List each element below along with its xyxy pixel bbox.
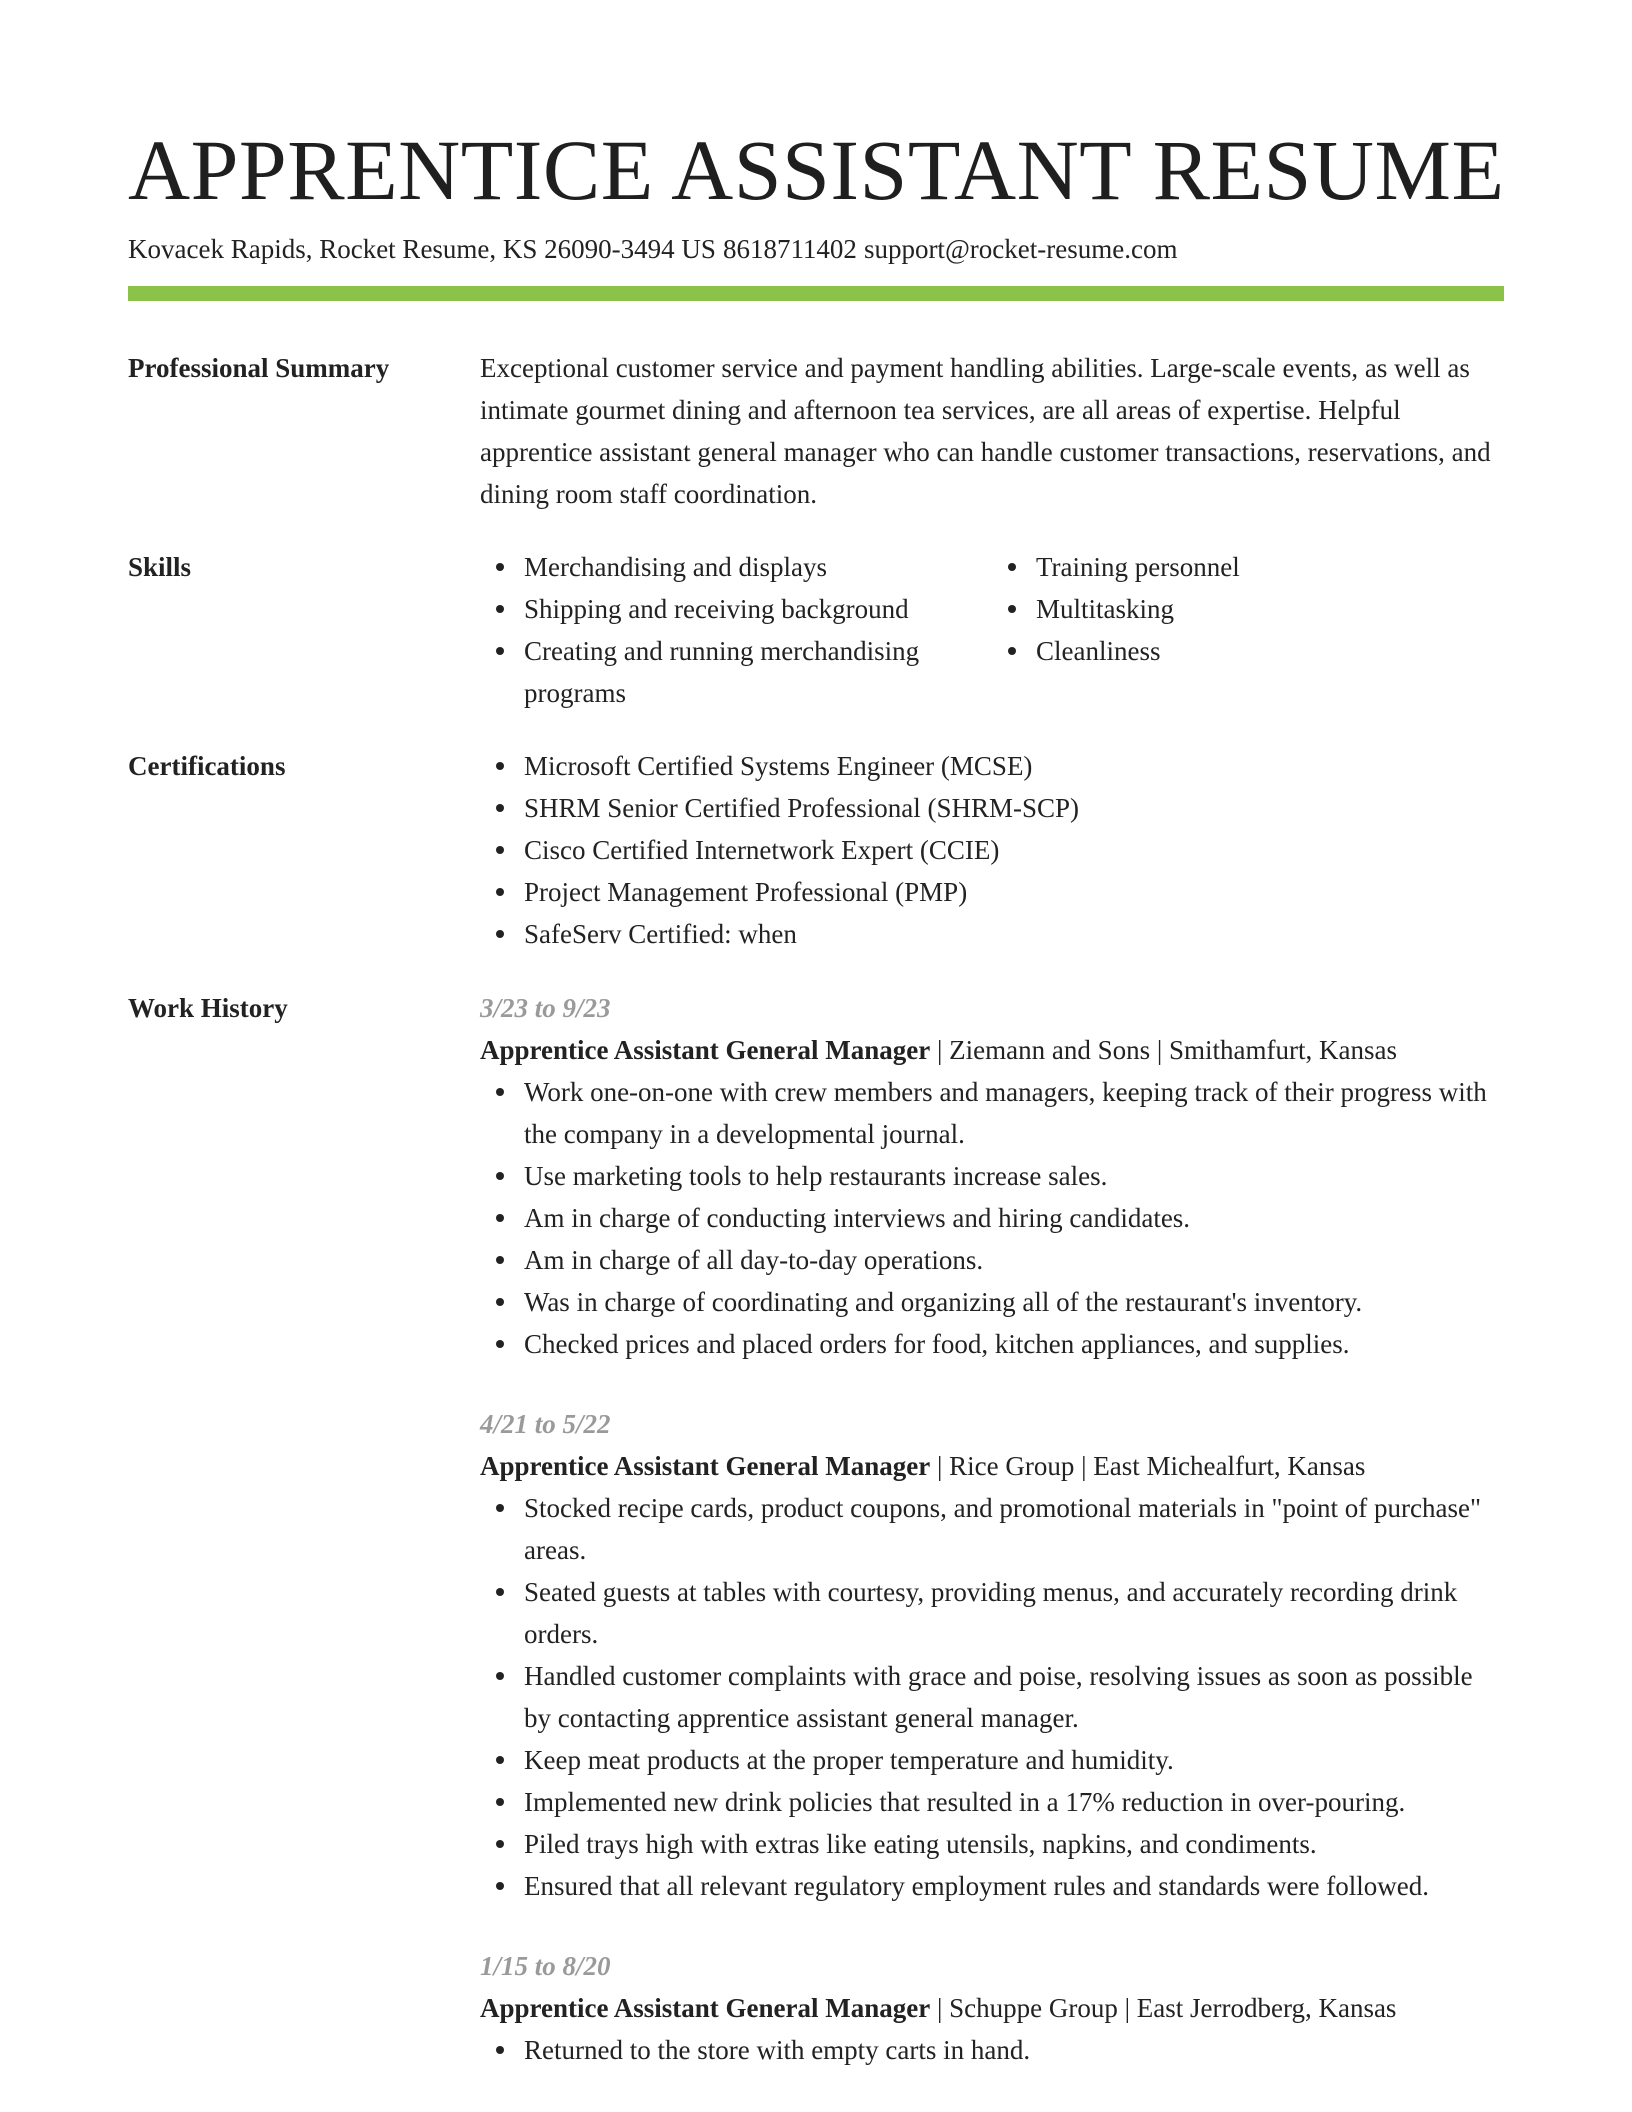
- skill-item: Training personnel: [1036, 546, 1504, 588]
- header-divider: [128, 286, 1504, 301]
- skill-item: Merchandising and displays: [524, 546, 992, 588]
- skills-list-left: [480, 546, 992, 714]
- certification-item: SafeServ Certified: when: [524, 913, 1504, 955]
- work-history-heading: Work History: [128, 993, 288, 1023]
- skills-list-right: [992, 546, 1504, 714]
- certifications-heading: Certifications: [128, 751, 286, 781]
- job-bullet: Returned to the store with empty carts in hand.: [524, 2029, 1504, 2071]
- skill-item: Creating and running merchandising programs: [524, 630, 992, 714]
- job-bullet: Stocked recipe cards, product coupons, and promotional materials in "point of purchase" areas.: [524, 1487, 1504, 1571]
- job-bullet: Work one-on-one with crew members and managers, keeping track of their progress with the company in a developmental journal.: [524, 1071, 1504, 1155]
- job-bullet: Was in charge of coordinating and organizing all of the restaurant's inventory.: [524, 1281, 1504, 1323]
- job-heading: Apprentice Assistant General Manager | Ziemann and Sons | Smithamfurt, Kansas: [480, 1035, 1397, 1065]
- job-heading: Apprentice Assistant General Manager | Rice Group | East Michealfurt, Kansas: [480, 1451, 1366, 1481]
- certification-item: Microsoft Certified Systems Engineer (MCSE): [524, 745, 1504, 787]
- job-dates: 1/15 to 8/20: [480, 1951, 611, 1981]
- job-bullet: Handled customer complaints with grace and poise, resolving issues as soon as possible by contacting apprentice assistant general manager.: [524, 1655, 1504, 1739]
- job-entry: [480, 1945, 1504, 2071]
- job-title: Apprentice Assistant General Manager: [480, 1035, 931, 1065]
- job-bullet: Ensured that all relevant regulatory employment rules and standards were followed.: [524, 1865, 1504, 1907]
- certifications-list: [480, 745, 1504, 955]
- skills-heading: Skills: [128, 552, 192, 582]
- job-title: Apprentice Assistant General Manager: [480, 1993, 931, 2023]
- job-dates: 4/21 to 5/22: [480, 1409, 611, 1439]
- job-bullet: Use marketing tools to help restaurants increase sales.: [524, 1155, 1504, 1197]
- job-bullet-list: [480, 1071, 1504, 1365]
- contact-email[interactable]: support@rocket-resume.com: [863, 234, 1178, 264]
- job-bullet: Am in charge of all day-to-day operations.: [524, 1239, 1504, 1281]
- summary-text: Exceptional customer service and payment handling abilities. Large-scale events, as well as intimate gourmet dining and afternoon tea services, are all areas of expertise. Helpful apprentice assistant general manager who can handle customer transactions, reservations, and dining room staff coordination.: [480, 353, 1491, 509]
- job-entry: [480, 1403, 1504, 1907]
- job-location: East Jerrodberg, Kansas: [1136, 1993, 1397, 2023]
- job-bullet: Piled trays high with extras like eating utensils, napkins, and condiments.: [524, 1823, 1504, 1865]
- job-location: Smithamfurt, Kansas: [1169, 1035, 1397, 1065]
- summary-heading: Professional Summary: [128, 353, 390, 383]
- job-bullet-list: [480, 1487, 1504, 1907]
- certification-item: Cisco Certified Internetwork Expert (CCIE): [524, 829, 1504, 871]
- contact-address: Kovacek Rapids, Rocket Resume, KS 26090-3494 US: [128, 234, 716, 264]
- skill-item: Shipping and receiving background: [524, 588, 992, 630]
- job-bullet: Implemented new drink policies that resulted in a 17% reduction in over-pouring.: [524, 1781, 1504, 1823]
- certification-item: SHRM Senior Certified Professional (SHRM-SCP): [524, 787, 1504, 829]
- job-company: Ziemann and Sons: [949, 1035, 1151, 1065]
- job-bullet: Seated guests at tables with courtesy, providing menus, and accurately recording drink orders.: [524, 1571, 1504, 1655]
- contact-line: [128, 231, 1184, 267]
- job-bullet: Keep meat products at the proper temperature and humidity.: [524, 1739, 1504, 1781]
- skill-item: Multitasking: [1036, 588, 1504, 630]
- job-dates: 3/23 to 9/23: [480, 993, 611, 1023]
- certification-item: Project Management Professional (PMP): [524, 871, 1504, 913]
- job-bullet: Checked prices and placed orders for food, kitchen appliances, and supplies.: [524, 1323, 1504, 1365]
- job-title: Apprentice Assistant General Manager: [480, 1451, 931, 1481]
- job-company: Rice Group: [949, 1451, 1075, 1481]
- job-location: East Michealfurt, Kansas: [1093, 1451, 1366, 1481]
- job-heading: Apprentice Assistant General Manager | Schuppe Group | East Jerrodberg, Kansas: [480, 1993, 1397, 2023]
- job-company: Schuppe Group: [949, 1993, 1118, 2023]
- contact-phone: 8618711402: [722, 234, 857, 264]
- job-bullet: Am in charge of conducting interviews and hiring candidates.: [524, 1197, 1504, 1239]
- job-bullet-list: [480, 2029, 1504, 2071]
- job-entry: [480, 987, 1504, 1365]
- skill-item: Cleanliness: [1036, 630, 1504, 672]
- resume-title: APPRENTICE ASSISTANT RESUME: [128, 122, 1505, 218]
